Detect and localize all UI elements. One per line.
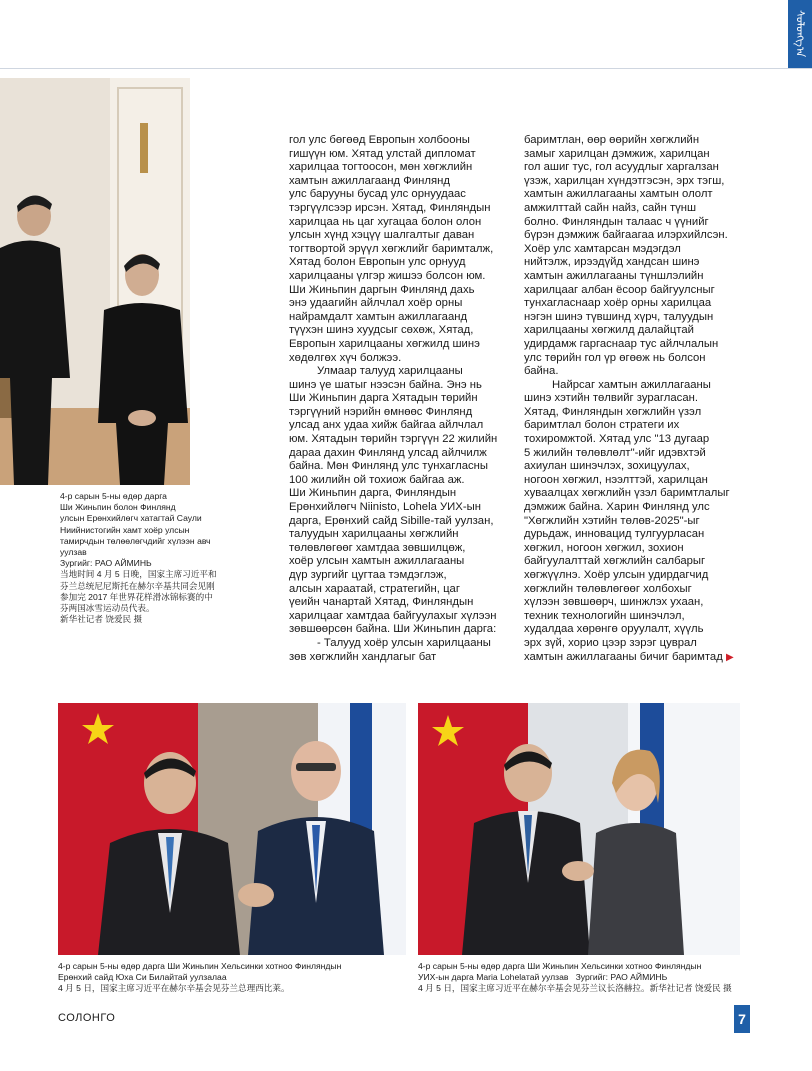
caption-xi-sipila bbox=[58, 961, 408, 995]
text-line: харилцааг албан ёсоор байгуулсныг bbox=[524, 283, 715, 296]
text-line: найрамдалт хамтын ажиллагаанд bbox=[289, 310, 468, 323]
text-line: хүлээн зөвшөөрч, шинжлэх ухаан, bbox=[524, 596, 704, 609]
photo-xi-sipila bbox=[58, 703, 406, 955]
text-line: дарга, Ерөнхий сайд Sibille-тай уулзан, bbox=[289, 514, 494, 527]
caption-text: УИХ-ын дарга Maria Lohelaтай уулзав bbox=[418, 972, 569, 983]
text-line: амжилттай сайн найз, сайн түнш bbox=[524, 201, 697, 214]
text-line: "Хөгжлийн хэтийн төлөв-2025"-ыг bbox=[524, 514, 700, 527]
text-line: үеийн чанартай Хятад, Финляндын bbox=[289, 596, 474, 609]
text-line: Хоёр улс хамтарсан мэдэгдэл bbox=[524, 242, 681, 255]
caption-cn: 芬两国冰雪运动员代表。 bbox=[60, 603, 155, 614]
text-line: тэргүүлсээр ирсэн. Хятад, Финляндын bbox=[289, 201, 491, 214]
caption-source: Зургийг: РАО АЙМИНЬ bbox=[60, 558, 152, 569]
caption-line: 4-р сарын 5-ны өдөр дарга bbox=[60, 491, 167, 501]
text-line: хөгжлийн төлөвлөгөөг холбохыг bbox=[524, 582, 692, 595]
text-line: бүрэн дэмжиж байгаагаа илэрхийлсэн. bbox=[524, 229, 728, 242]
caption-line: уулзав bbox=[60, 547, 87, 558]
text-line: хөдөлгөх хүч болжээ. bbox=[289, 351, 402, 364]
text-line: Хятад, Финляндын хөгжлийн үзэл bbox=[524, 405, 702, 418]
text-line: гол ашиг тус, гол асуудлыг харгалзан bbox=[524, 161, 719, 174]
text-line: нэгэн шинэ түвшинд хүрч, талуудын bbox=[524, 310, 714, 323]
page-number: 7 bbox=[734, 1005, 750, 1033]
text-line: Ерөнхийлөгч Niinisto, Lohela УИХ-ын bbox=[289, 501, 481, 514]
text-line: дүр зургийг цугтаа тэмдэглэж, bbox=[289, 569, 447, 581]
text-line: баримтлан, өөр өөрийн хөгжлийн bbox=[524, 134, 700, 146]
text-line: тэргүүний нэрийн өмнөөс Финлянд bbox=[289, 405, 473, 418]
text-line: гол улс бөгөөд Европын холбооны bbox=[289, 134, 470, 146]
text-line: зөвшөөрсөн байна. Ши Жиньпин дарга: bbox=[289, 623, 497, 636]
article-column-right bbox=[524, 134, 752, 664]
caption-line: 4-р сарын 5-ны өдөр дарга Ши Жиньпин Хельсинки хотноо Финляндын bbox=[418, 961, 702, 971]
text-line: Ши Жиньпин дарга, Финляндын bbox=[289, 487, 457, 500]
magazine-tab-label: ᠰᠣᠯᠣᠩᠭ᠎ᠠ bbox=[793, 10, 807, 58]
text-line: зөв хөгжлийн хандлагыг бат bbox=[289, 650, 437, 663]
text-line: төлөвлөгөөг хамтдаа зөвшилцөж, bbox=[289, 541, 466, 554]
photo-xi-lohela bbox=[418, 703, 740, 955]
text-line: энэ удаагийн айлчлал хоёр орны bbox=[289, 297, 463, 310]
text-line: удирдамж гаргаснаар тус айлчлалын bbox=[524, 337, 719, 350]
text-line: Улмаар талууд харилцааны bbox=[317, 365, 463, 378]
text-line: улс төрийн гол үр өгөөж нь болсон bbox=[524, 351, 706, 364]
magazine-name: СОЛОНГО bbox=[58, 1012, 116, 1024]
caption-cn: 4 月 5 日，国家主席习近平在赫尔辛基会见芬兰议长洛赫拉。新华社记者 饶爱民 摄 bbox=[418, 983, 732, 994]
text-line: дэмжиж байна. Харин Финлянд улс bbox=[524, 501, 710, 514]
text-line: 100 жилийн ой тохиож байгаа аж. bbox=[289, 473, 465, 486]
caption-cn: 当地时间 4 月 5 日晚，国家主席习近平和 bbox=[60, 569, 217, 580]
text-line: баримтлал болон стратеги их bbox=[524, 419, 680, 432]
text-line: гишүүн юм. Хятад улстай дипломат bbox=[289, 147, 476, 160]
text-line: эрх зүй, хорио цээр зэрэг цуврал bbox=[524, 636, 697, 649]
text-line: хуваалцах хөгжлийн үзэл баримтлалыг bbox=[524, 487, 730, 500]
text-line: түүхэн шинэ хуудсыг сөхөж, Хятад, bbox=[289, 324, 474, 337]
text-line: дараа дахин Финлянд улсад айлчилж bbox=[289, 446, 487, 459]
text-line: хөгжил, ногоон хөгжил, зохион bbox=[524, 541, 684, 554]
text-line: байгуулалттай хөгжлийн салбарыг bbox=[524, 555, 706, 568]
athletes-illustration bbox=[0, 78, 190, 485]
caption-line: улсын Ерөнхийлөгч хатагтай Саули bbox=[60, 513, 202, 524]
text-line: хөгжүүлнэ. Хоёр улсын удирдагчид bbox=[524, 569, 709, 581]
text-line: болно. Финляндын талаас ч үүнийг bbox=[524, 215, 709, 228]
text-line: ногоон хөгжил, нээлттэй, харилцан bbox=[524, 473, 708, 486]
text-line: хоёр улсын хамтын ажиллагааны bbox=[289, 555, 465, 568]
text-line: талуудын харилцааны хөгжлийн bbox=[289, 528, 459, 541]
text-line: ахиулан шинэчлэх, зохицуулах, bbox=[524, 460, 690, 473]
text-line: 5 жилийн төлөвлөлт"-ийг идэвхтэй bbox=[524, 446, 706, 459]
text-line: байна. bbox=[524, 365, 559, 378]
caption-line: Ниийнистогийн хамт хоёр улсын bbox=[60, 524, 190, 535]
text-line: Хятад болон Европын улс орнууд bbox=[289, 256, 466, 269]
text-line: шинэ үе шатыг нээсэн байна. Энэ нь bbox=[289, 378, 482, 391]
text-line: дурьдаж, инновацид тулгуурласан bbox=[524, 528, 705, 541]
text-line: Ши Жиньпин даргын Финлянд дахь bbox=[289, 283, 475, 296]
text-line: - Талууд хоёр улсын харилцааны bbox=[317, 636, 491, 649]
text-line: улсад анх удаа хийж байгаа айлчлал bbox=[289, 419, 484, 432]
article-column-middle bbox=[289, 134, 517, 664]
caption-cn: 芬兰总统尼尼斯托在赫尔辛基共同会见刚 bbox=[60, 580, 215, 591]
caption-line: Ши Жиньпин болон Финлянд bbox=[60, 502, 176, 513]
xi-sipila-illustration bbox=[58, 703, 406, 955]
caption-cn: 参加完 2017 年世界花样滑冰锦标赛的中 bbox=[60, 591, 213, 602]
text-line: тунхагласнаар хоёр орны харилцаа bbox=[524, 297, 712, 310]
text-line: хамтын ажиллагаанд Финлянд bbox=[289, 174, 450, 187]
text-line: байна. Мөн Финлянд улс тунхагласны bbox=[289, 460, 489, 473]
continue-arrow-icon: ▶ bbox=[725, 651, 734, 663]
text-line: харилцааны хөгжилд далайцтай bbox=[524, 324, 694, 337]
text-line: юм. Хятадын төрийн тэргүүн 22 жилийн bbox=[289, 433, 498, 446]
text-line-content: хамтын ажиллагааны бичиг баримтад bbox=[524, 650, 723, 663]
text-line: техник технологийн шинэчлэл, bbox=[524, 609, 685, 622]
caption-source: Зургийг: РАО АЙМИНЬ bbox=[575, 972, 668, 983]
caption-xi-lohela bbox=[418, 961, 748, 995]
magazine-tab bbox=[788, 0, 812, 68]
caption-cn: 4 月 5 日，国家主席习近平在赫尔辛基会见芬兰总理西比莱。 bbox=[58, 983, 290, 994]
text-line: тогтвортой эрүүл хөгжлийг баримталж, bbox=[289, 242, 494, 255]
text-line: харилцаа тогтоосон, мөн хөгжлийн bbox=[289, 161, 473, 174]
text-line: харилцааг хамтдаа байгуулахыг хүлээн bbox=[289, 609, 497, 622]
text-line: харилцаа нь цаг хугацаа болон олон bbox=[289, 215, 482, 228]
caption-credit: 新华社记者 饶爱民 摄 bbox=[60, 614, 143, 625]
text-line: шинэ хэтийн төлвийг зурагласан. bbox=[524, 392, 698, 405]
caption-line: тамирчдын төлөөлөгчдийг хүлээн авч bbox=[60, 535, 211, 546]
text-line: тохиромжтой. Хятад улс "13 дугаар bbox=[524, 433, 710, 446]
text-line: замыг харилцан дэмжиж, харилцан bbox=[524, 147, 710, 160]
header-rule bbox=[0, 68, 812, 69]
text-line: Ши Жиньпин дарга Хятадын төрийн bbox=[289, 392, 478, 405]
text-line: Найрсаг хамтын ажиллагааны bbox=[552, 378, 711, 391]
caption-athletes bbox=[60, 491, 270, 625]
text-line: харилцааны үлгэр жишээ болсон юм. bbox=[289, 269, 486, 282]
caption-line bbox=[418, 972, 748, 983]
text-line: Европын харилцааны хөгжилд шинэ bbox=[289, 337, 480, 350]
text-line: хамтын ажиллагааны түншлэлийн bbox=[524, 269, 704, 282]
text-line: нийтэлж, ирээдүйд хандсан шинэ bbox=[524, 256, 700, 269]
xi-lohela-illustration bbox=[418, 703, 740, 955]
text-line bbox=[524, 651, 752, 665]
text-line: улсын хүнд хэцүү шалгалтыг даван bbox=[289, 229, 475, 242]
text-line: алсын хараатай, стратегийн, цаг bbox=[289, 582, 460, 595]
photo-athletes bbox=[0, 78, 190, 485]
text-line: улс барууны бусад улс орнуудаас bbox=[289, 188, 466, 201]
text-line: хамтын ажиллагааны хамтын ололт bbox=[524, 188, 713, 201]
text-line: үзэж, харилцан хүндэтгэсэн, эрх тэгш, bbox=[524, 174, 725, 187]
text-line: худалдаа хөрөнгө оруулалт, хүүль bbox=[524, 623, 704, 636]
caption-line: 4-р сарын 5-ны өдөр дарга Ши Жиньпин Хельсинки хотноо Финляндын bbox=[58, 961, 342, 971]
caption-line: Ерөнхий сайд Юха Си Билайтай уулзалаа bbox=[58, 972, 227, 983]
